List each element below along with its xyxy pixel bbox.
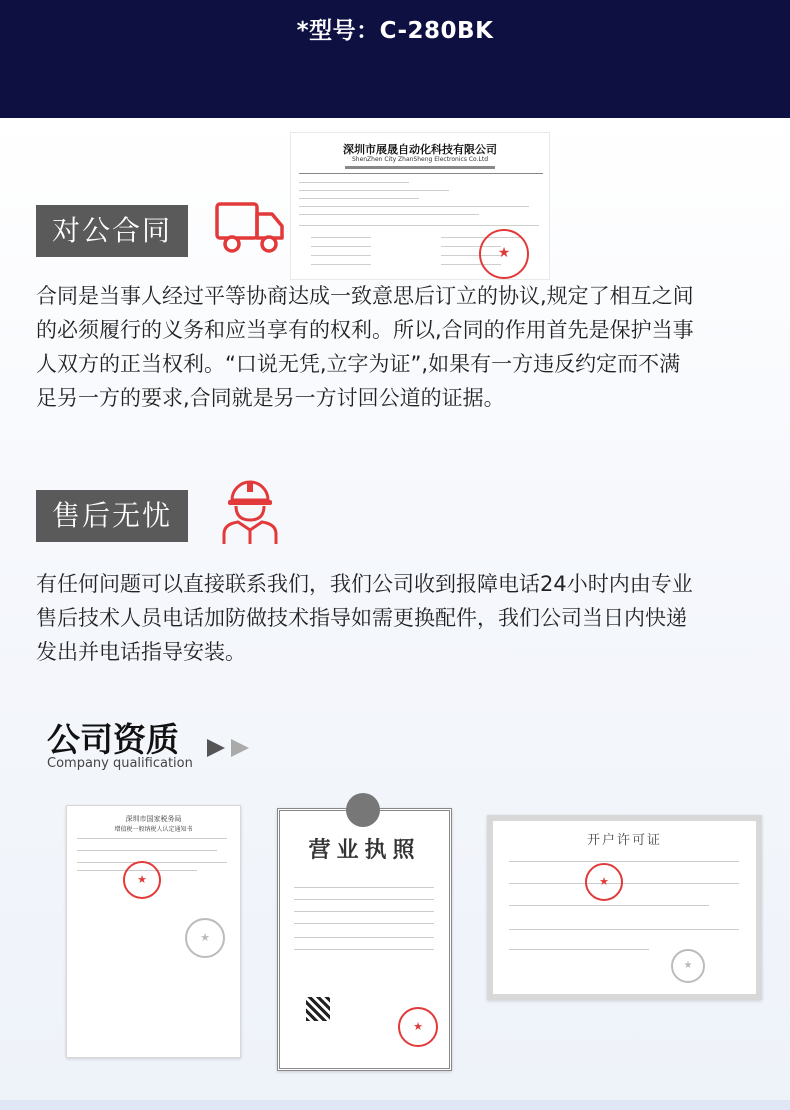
aftersale-section-tag-label: 售后无忧 xyxy=(52,499,173,532)
account-permit xyxy=(487,815,762,1000)
contract-section-tag xyxy=(36,205,188,257)
contract-company-en: ShenZhen City ZhanSheng Electronics Co.Ltd xyxy=(351,156,489,163)
tax-certificate-title: 深圳市国家税务局 xyxy=(125,815,182,823)
qualification-title: 公司资质 xyxy=(47,720,179,759)
business-license-title: 营业执照 xyxy=(308,838,421,863)
permit-date-seal-icon: ★ xyxy=(671,949,705,983)
contract-paragraph-line: 的必须履行的义务和应当享有的权利。所以,合同的作用首先是保护当事 xyxy=(36,318,694,342)
header-banner xyxy=(0,0,790,118)
tax-certificate xyxy=(66,805,241,1058)
contract-paragraph-line: 合同是当事人经过平等协商达成一致意思后订立的协议,规定了相互之间 xyxy=(36,284,694,308)
contract-section-tag-label: 对公合同 xyxy=(52,214,173,247)
truck-icon xyxy=(214,200,286,256)
license-seal-icon: ★ xyxy=(398,1007,438,1047)
national-emblem-icon xyxy=(346,793,380,827)
aftersale-paragraph-line: 发出并电话指导安装。 xyxy=(36,640,246,664)
qr-code-icon xyxy=(306,997,330,1021)
contract-paragraph xyxy=(36,279,756,415)
contract-paragraph-line: 人双方的正当权利。“口说无凭,立字为证”,如果有一方违反约定而不满 xyxy=(36,352,681,376)
double-arrow-icon xyxy=(205,737,255,759)
aftersale-paragraph xyxy=(36,567,756,669)
tax-certificate-subtitle: 增值税一般纳税人认定通知书 xyxy=(114,826,193,833)
aftersale-paragraph-line: 有任何问题可以直接联系我们，我们公司收到报障电话24小时内由专业 xyxy=(36,572,693,596)
contract-address-line xyxy=(291,165,549,170)
bottom-strip xyxy=(0,1100,790,1110)
qualification-subtitle: Company qualification xyxy=(47,756,193,771)
aftersale-paragraph-line: 售后技术人员电话加防做技术指导如需更换配件，我们公司当日内快递 xyxy=(36,606,687,630)
account-permit-title: 开户许可证 xyxy=(586,833,662,848)
company-seal-icon: ★ xyxy=(479,229,529,279)
business-license xyxy=(277,808,452,1071)
date-seal-icon: ★ xyxy=(185,918,225,958)
contract-paragraph-line: 足另一方的要求,合同就是另一方讨回公道的证据。 xyxy=(36,386,505,410)
tax-seal-icon: ★ xyxy=(123,861,161,899)
aftersale-section-tag xyxy=(36,490,188,542)
contract-image xyxy=(290,132,550,280)
contract-company-name: 深圳市展晟自动化科技有限公司 xyxy=(343,143,497,156)
worker-icon xyxy=(218,476,282,546)
model-title: *型号：C-280BK xyxy=(296,18,494,44)
permit-seal-icon: ★ xyxy=(585,863,623,901)
